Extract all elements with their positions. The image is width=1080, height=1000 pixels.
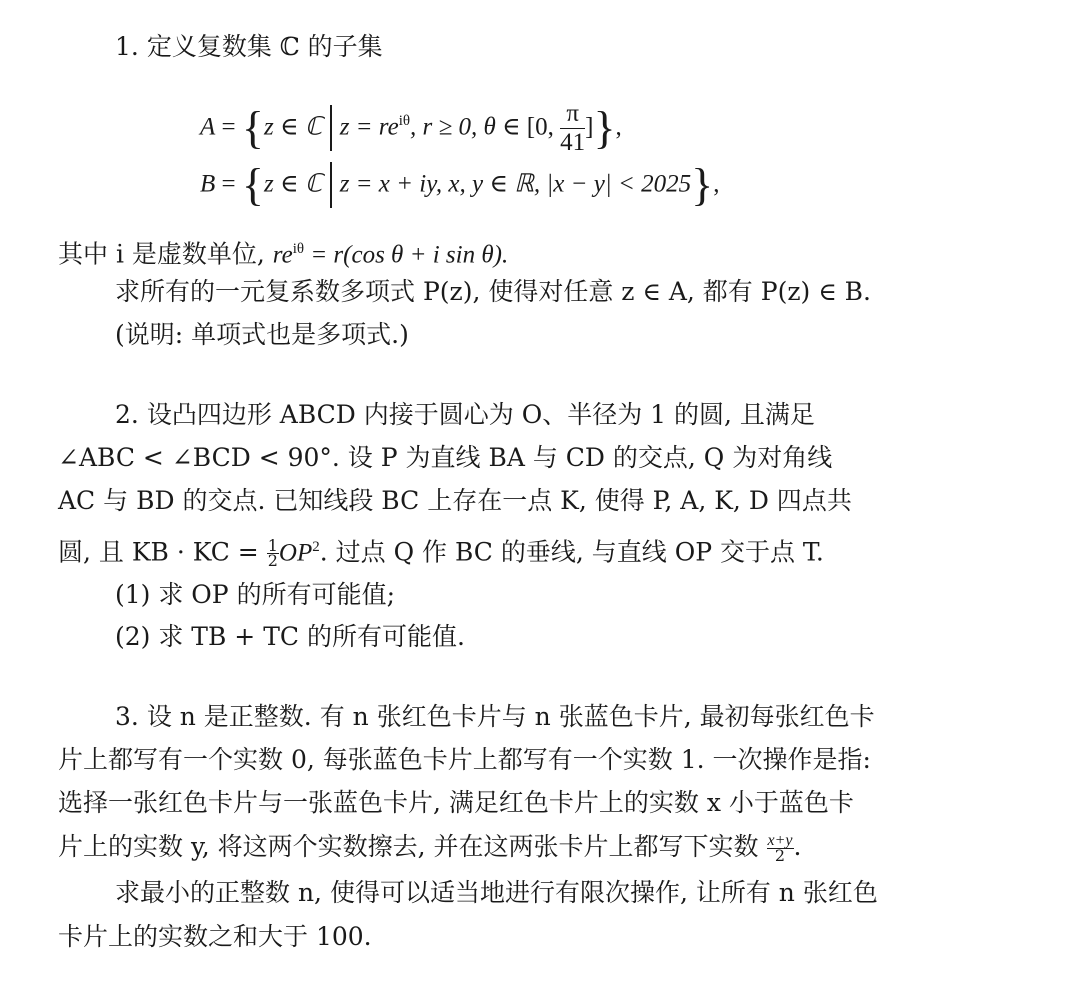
problem-1-number: 1. (115, 32, 139, 61)
problem-2-line-2: ∠ABC < ∠BCD < 90°. 设 P 为直线 BA 与 CD 的交点, Q 为对角线 (58, 443, 833, 472)
set-a-definition (200, 100, 622, 156)
set-bar (330, 162, 332, 208)
line4-post: . (793, 832, 802, 861)
note-exp: iθ (292, 241, 305, 257)
imaginary-unit-note (58, 232, 508, 272)
note-re: re (272, 241, 293, 269)
brace-open: { (241, 102, 264, 153)
set-a-cond2: , r ≥ 0, θ ∈ (410, 113, 527, 141)
line4-pre: 片上的实数 y, 将这两个实数擦去, 并在这两张卡片上都写下实数 (58, 832, 767, 861)
set-b-cond: z = x + iy, x, y ∈ ℝ, |x − y| < 2025 (339, 170, 692, 198)
frac-den: 2 (774, 846, 786, 865)
interval-open: [0, (526, 113, 561, 141)
problem-3-line-4 (58, 830, 801, 864)
op: OP (278, 539, 313, 567)
problem-1-intro (115, 30, 383, 64)
problem-2-part-1: (1) 求 OP 的所有可能值; (115, 580, 395, 609)
frac-num: x+y (767, 832, 793, 849)
set-b-definition (200, 159, 720, 210)
comma: , (713, 170, 720, 198)
frac-num: π (560, 100, 585, 129)
problem-2-line-4 (58, 530, 824, 570)
line4-pre: 圆, 且 KB · KC = (58, 537, 267, 567)
problem-1-intro-text: 定义复数集 ℂ 的子集 (146, 32, 383, 61)
set-a-label: A (200, 113, 216, 141)
problem-2-line-1 (115, 398, 815, 432)
note-pre: 其中 i 是虚数单位, (58, 239, 273, 269)
problem-1-question: 求所有的一元复系数多项式 P(z), 使得对任意 z ∈ A, 都有 P(z) ∈ B. (115, 277, 871, 306)
problem-3-line-1 (115, 700, 875, 734)
problem-3-number: 3. (115, 702, 139, 731)
set-a-exp: iθ (398, 113, 411, 130)
x-plus-y-over-2 (767, 834, 794, 863)
problem-3-line-3: 选择一张红色卡片与一张蓝色卡片, 满足红色卡片上的实数 x 小于蓝色卡 (58, 788, 854, 817)
brace-close: } (691, 159, 714, 210)
line4-post: . 过点 Q 作 BC 的垂线, 与直线 OP 交于点 T. (319, 537, 824, 567)
square: 2 (312, 539, 320, 555)
frac-num: 1 (267, 536, 278, 556)
problem-2-number: 2. (115, 400, 139, 429)
problem-3-line-2: 片上都写有一个实数 0, 每张蓝色卡片上都写有一个实数 1. 一次操作是指: (58, 745, 871, 774)
problem-3-line-1-text: 设 n 是正整数. 有 n 张红色卡片与 n 张蓝色卡片, 最初每张红色卡 (146, 702, 875, 731)
note-post: = r(cos θ + i sin θ). (304, 241, 509, 269)
set-a-element: z ∈ ℂ (263, 113, 323, 141)
equals: = (215, 113, 242, 141)
problem-3-question-line-1: 求最小的正整数 n, 使得可以适当地进行有限次操作, 让所有 n 张红色 (115, 878, 878, 907)
problem-2-part-2: (2) 求 TB + TC 的所有可能值. (115, 622, 465, 651)
problem-3-question-line-2: 卡片上的实数之和大于 100. (58, 922, 372, 951)
comma: , (615, 113, 622, 141)
frac-den: 41 (560, 128, 586, 156)
brace-open: { (241, 159, 264, 210)
set-b-element: z ∈ ℂ (263, 170, 323, 198)
problem-2-line-1-text: 设凸四边形 ABCD 内接于圆心为 O、半径为 1 的圆, 且满足 (146, 400, 815, 429)
one-half (267, 536, 279, 571)
equals: = (215, 170, 242, 198)
frac-den: 2 (267, 551, 278, 571)
set-a-cond1: z = re (339, 113, 399, 141)
problem-2-line-3: AC 与 BD 的交点. 已知线段 BC 上存在一点 K, 使得 P, A, K, D 四点共 (58, 486, 852, 515)
pi-over-41 (560, 100, 585, 156)
set-bar (330, 105, 332, 151)
set-b-label: B (200, 170, 216, 198)
brace-close: } (593, 102, 616, 153)
problem-1-remark: (说明: 单项式也是多项式.) (115, 320, 409, 349)
interval-close: ] (585, 113, 594, 141)
